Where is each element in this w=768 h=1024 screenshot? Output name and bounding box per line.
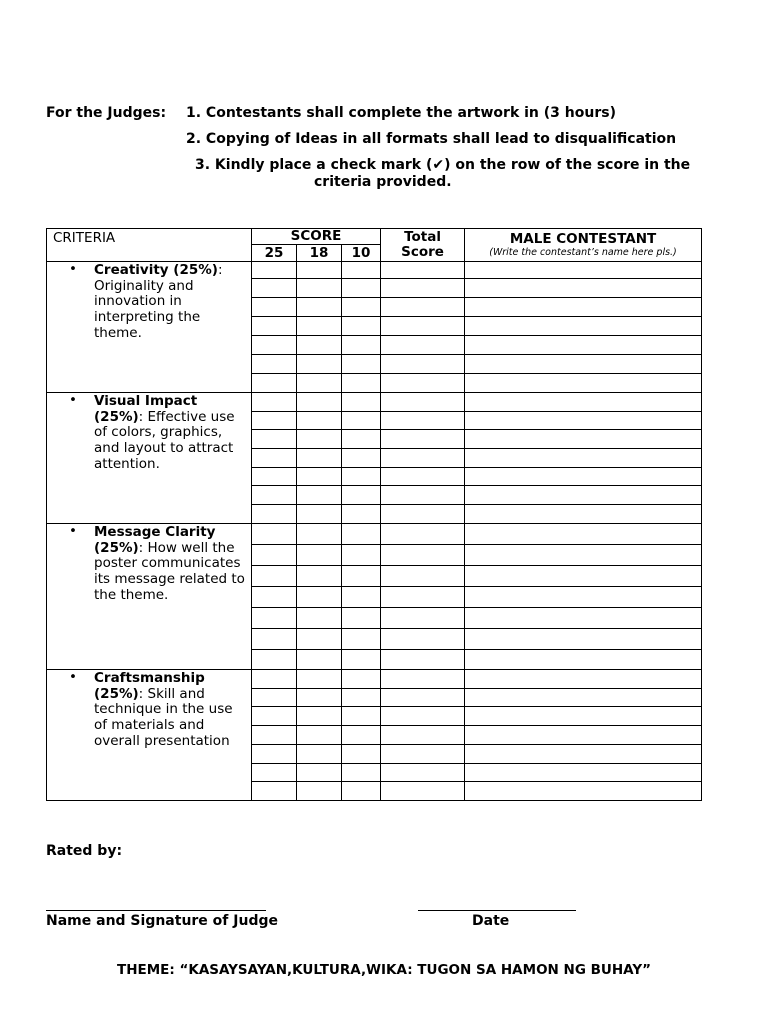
score-10-cell[interactable] xyxy=(342,374,381,393)
total-score-cell[interactable] xyxy=(381,505,465,524)
score-25-cell[interactable] xyxy=(252,355,297,374)
score-18-cell[interactable] xyxy=(297,650,342,670)
score-25-cell[interactable] xyxy=(252,764,297,782)
total-score-cell[interactable] xyxy=(381,336,465,355)
criterion-creativity xyxy=(47,262,252,393)
score-10-cell[interactable] xyxy=(342,782,381,801)
total-score-cell[interactable] xyxy=(381,764,465,782)
score-10-cell[interactable] xyxy=(342,629,381,650)
score-10-cell[interactable] xyxy=(342,468,381,486)
score-10-cell[interactable] xyxy=(342,745,381,764)
score-10-cell[interactable] xyxy=(342,608,381,629)
contestant-score-cell[interactable] xyxy=(465,336,702,355)
table-row xyxy=(47,262,702,279)
total-score-cell[interactable] xyxy=(381,486,465,505)
score-18-cell[interactable] xyxy=(297,505,342,524)
total-score-cell[interactable] xyxy=(381,374,465,393)
criterion-title: Visual Impact (25%) xyxy=(94,393,198,425)
rubric-table xyxy=(46,228,702,801)
score-18-cell[interactable] xyxy=(297,468,342,486)
score-18-cell[interactable] xyxy=(297,764,342,782)
score-10-cell[interactable] xyxy=(342,486,381,505)
score-10-cell[interactable] xyxy=(342,298,381,317)
score-18-cell[interactable] xyxy=(297,707,342,726)
total-score-cell[interactable] xyxy=(381,782,465,801)
score-25-cell[interactable] xyxy=(252,262,297,279)
total-score-cell[interactable] xyxy=(381,707,465,726)
score-18-cell[interactable] xyxy=(297,336,342,355)
score-25-cell[interactable] xyxy=(252,566,297,587)
score-25-cell[interactable] xyxy=(252,745,297,764)
score-18-cell[interactable] xyxy=(297,262,342,279)
contestant-header xyxy=(465,229,702,262)
total-score-cell[interactable] xyxy=(381,650,465,670)
criteria-header: CRITERIA xyxy=(47,229,252,262)
contestant-score-cell[interactable] xyxy=(465,689,702,707)
score-18-cell[interactable] xyxy=(297,486,342,505)
contestant-score-cell[interactable] xyxy=(465,782,702,801)
score-18-cell[interactable] xyxy=(297,608,342,629)
contestant-header-title: MALE CONTESTANT xyxy=(509,230,657,247)
judge-signature-line[interactable] xyxy=(46,910,266,911)
bullet-icon: • xyxy=(69,261,77,277)
criterion-description: : Originality and innovation in interpreting the theme. xyxy=(94,262,223,341)
score-18-cell[interactable] xyxy=(297,726,342,745)
total-score-cell[interactable] xyxy=(381,524,465,545)
total-score-cell[interactable] xyxy=(381,430,465,449)
score-25-cell[interactable] xyxy=(252,707,297,726)
score-10-cell[interactable] xyxy=(342,393,381,412)
bullet-icon: • xyxy=(69,523,77,539)
criterion-visual-impact xyxy=(47,393,252,524)
total-score-cell[interactable] xyxy=(381,629,465,650)
score-10-cell[interactable] xyxy=(342,317,381,336)
score-10-cell[interactable] xyxy=(342,545,381,566)
contestant-score-cell[interactable] xyxy=(465,279,702,298)
score-18-cell[interactable] xyxy=(297,317,342,336)
score-18-cell[interactable] xyxy=(297,587,342,608)
total-score-cell[interactable] xyxy=(381,355,465,374)
score-18-cell[interactable] xyxy=(297,449,342,468)
total-score-cell[interactable] xyxy=(381,298,465,317)
contestant-score-cell[interactable] xyxy=(465,262,702,279)
criterion-message-clarity xyxy=(47,524,252,670)
total-score-cell[interactable] xyxy=(381,279,465,298)
score-10-cell[interactable] xyxy=(342,355,381,374)
total-score-cell[interactable] xyxy=(381,566,465,587)
instruction-item-2: 2. Copying of Ideas in all formats shall lead to disqualification xyxy=(186,131,677,147)
bullet-icon: • xyxy=(69,392,77,408)
score-18-cell[interactable] xyxy=(297,355,342,374)
total-score-cell[interactable] xyxy=(381,689,465,707)
contestant-score-cell[interactable] xyxy=(465,545,702,566)
score-25-cell[interactable] xyxy=(252,629,297,650)
score-25-cell[interactable] xyxy=(252,505,297,524)
total-score-cell[interactable] xyxy=(381,608,465,629)
score-18-cell[interactable] xyxy=(297,566,342,587)
theme-text: THEME: “KASAYSAYAN,KULTURA,WIKA: TUGON SA HAMON NG BUHAY” xyxy=(117,962,651,978)
total-score-cell[interactable] xyxy=(381,726,465,745)
contestant-score-cell[interactable] xyxy=(465,745,702,764)
total-score-cell[interactable] xyxy=(381,468,465,486)
rated-by-label: Rated by: xyxy=(46,843,123,859)
score-25-cell[interactable] xyxy=(252,412,297,430)
score-10-cell[interactable] xyxy=(342,707,381,726)
contestant-score-cell[interactable] xyxy=(465,505,702,524)
score-25-cell[interactable] xyxy=(252,393,297,412)
table-row xyxy=(47,670,702,689)
score-18-cell[interactable] xyxy=(297,689,342,707)
contestant-score-cell[interactable] xyxy=(465,629,702,650)
contestant-name-note: (Write the contestant’s name here pls.) xyxy=(489,246,677,258)
contestant-score-cell[interactable] xyxy=(465,298,702,317)
score-10-cell[interactable] xyxy=(342,689,381,707)
contestant-score-cell[interactable] xyxy=(465,566,702,587)
score-18-cell[interactable] xyxy=(297,412,342,430)
score-10-cell[interactable] xyxy=(342,430,381,449)
instructions-heading: For the Judges: xyxy=(46,105,167,121)
score-25-cell[interactable] xyxy=(252,670,297,689)
contestant-score-cell[interactable] xyxy=(465,670,702,689)
contestant-score-cell[interactable] xyxy=(465,412,702,430)
score-10-cell[interactable] xyxy=(342,279,381,298)
score-18-cell[interactable] xyxy=(297,374,342,393)
score-25-cell[interactable] xyxy=(252,317,297,336)
table-row xyxy=(47,393,702,412)
score-10-cell[interactable] xyxy=(342,764,381,782)
criterion-title: Message Clarity (25%) xyxy=(94,524,216,556)
score-25-cell[interactable] xyxy=(252,279,297,298)
total-score-cell[interactable] xyxy=(381,670,465,689)
total-score-cell[interactable] xyxy=(381,587,465,608)
score-10-cell[interactable] xyxy=(342,505,381,524)
score-18-cell[interactable] xyxy=(297,430,342,449)
score-25-cell[interactable] xyxy=(252,336,297,355)
contestant-score-cell[interactable] xyxy=(465,430,702,449)
total-header-line-1: Total xyxy=(404,229,441,245)
score-18-cell[interactable] xyxy=(297,670,342,689)
score-value-25: 25 xyxy=(252,245,297,262)
score-18-cell[interactable] xyxy=(297,279,342,298)
score-25-cell[interactable] xyxy=(252,689,297,707)
score-10-cell[interactable] xyxy=(342,650,381,670)
total-score-cell[interactable] xyxy=(381,745,465,764)
total-score-cell[interactable] xyxy=(381,449,465,468)
total-score-cell[interactable] xyxy=(381,317,465,336)
total-score-cell[interactable] xyxy=(381,262,465,279)
criterion-description: : Skill and technique in the use of materials and overall presentation xyxy=(94,685,233,749)
score-header: SCORE xyxy=(252,229,381,245)
score-18-cell[interactable] xyxy=(297,745,342,764)
score-18-cell[interactable] xyxy=(297,545,342,566)
contestant-score-cell[interactable] xyxy=(465,468,702,486)
total-score-cell[interactable] xyxy=(381,545,465,566)
score-25-cell[interactable] xyxy=(252,587,297,608)
score-25-cell[interactable] xyxy=(252,468,297,486)
instruction-item-1: 1. Contestants shall complete the artwork in (3 hours) xyxy=(186,105,616,121)
score-10-cell[interactable] xyxy=(342,524,381,545)
instruction-item-3-continued: criteria provided. xyxy=(314,174,452,190)
score-value-10: 10 xyxy=(342,245,381,262)
score-25-cell[interactable] xyxy=(252,430,297,449)
score-value-18: 18 xyxy=(297,245,342,262)
score-25-cell[interactable] xyxy=(252,524,297,545)
score-10-cell[interactable] xyxy=(342,566,381,587)
contestant-score-cell[interactable] xyxy=(465,355,702,374)
score-10-cell[interactable] xyxy=(342,336,381,355)
criterion-title: Craftsmanship (25%) xyxy=(94,670,205,702)
score-25-cell[interactable] xyxy=(252,650,297,670)
score-18-cell[interactable] xyxy=(297,629,342,650)
score-25-cell[interactable] xyxy=(252,449,297,468)
total-score-header xyxy=(381,229,465,262)
score-25-cell[interactable] xyxy=(252,486,297,505)
contestant-score-cell[interactable] xyxy=(465,524,702,545)
total-header-line-2: Score xyxy=(401,244,444,260)
contestant-score-cell[interactable] xyxy=(465,764,702,782)
criterion-craftsmanship xyxy=(47,670,252,801)
bullet-icon: • xyxy=(69,669,77,685)
contestant-score-cell[interactable] xyxy=(465,317,702,336)
score-10-cell[interactable] xyxy=(342,726,381,745)
score-18-cell[interactable] xyxy=(297,298,342,317)
score-25-cell[interactable] xyxy=(252,782,297,801)
score-25-cell[interactable] xyxy=(252,726,297,745)
criterion-title: Creativity (25%) xyxy=(94,262,218,278)
score-10-cell[interactable] xyxy=(342,670,381,689)
contestant-score-cell[interactable] xyxy=(465,587,702,608)
table-row xyxy=(47,524,702,545)
instruction-item-3: 3. Kindly place a check mark (✔) on the row of the score in the xyxy=(195,157,691,173)
date-line[interactable] xyxy=(418,910,576,911)
total-score-cell[interactable] xyxy=(381,412,465,430)
total-score-cell[interactable] xyxy=(381,393,465,412)
contestant-score-cell[interactable] xyxy=(465,486,702,505)
criterion-description: : Effective use of colors, graphics, and layout to attract attention. xyxy=(94,408,235,472)
score-10-cell[interactable] xyxy=(342,412,381,430)
judge-signature-label: Name and Signature of Judge xyxy=(46,913,278,929)
contestant-score-cell[interactable] xyxy=(465,449,702,468)
score-10-cell[interactable] xyxy=(342,449,381,468)
contestant-score-cell[interactable] xyxy=(465,650,702,670)
score-18-cell[interactable] xyxy=(297,782,342,801)
contestant-score-cell[interactable] xyxy=(465,726,702,745)
score-25-cell[interactable] xyxy=(252,608,297,629)
score-25-cell[interactable] xyxy=(252,545,297,566)
contestant-score-cell[interactable] xyxy=(465,393,702,412)
score-10-cell[interactable] xyxy=(342,587,381,608)
score-18-cell[interactable] xyxy=(297,393,342,412)
criterion-description: : How well the poster communicates its message related to the theme. xyxy=(94,539,245,603)
contestant-score-cell[interactable] xyxy=(465,707,702,726)
contestant-score-cell[interactable] xyxy=(465,374,702,393)
date-label: Date xyxy=(472,913,510,929)
contestant-score-cell[interactable] xyxy=(465,608,702,629)
score-25-cell[interactable] xyxy=(252,298,297,317)
score-10-cell[interactable] xyxy=(342,262,381,279)
score-18-cell[interactable] xyxy=(297,524,342,545)
score-25-cell[interactable] xyxy=(252,374,297,393)
